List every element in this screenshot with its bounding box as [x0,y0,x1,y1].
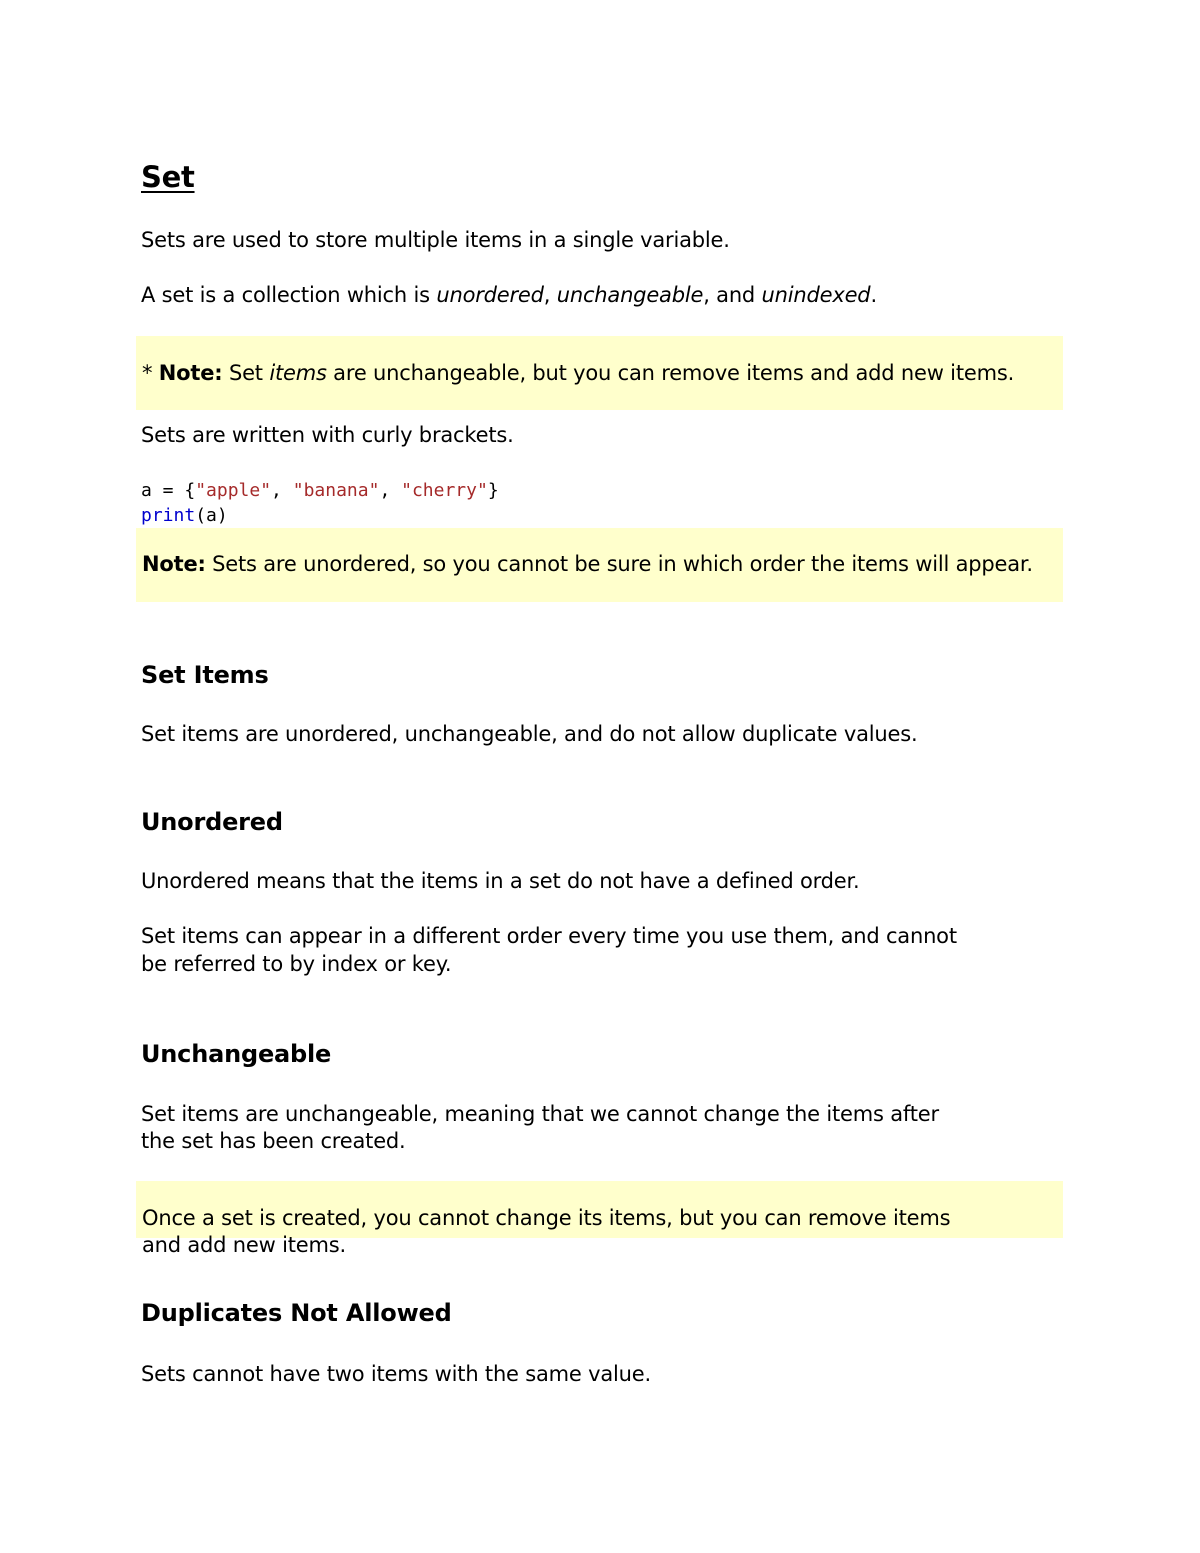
unordered-paragraph-2-line-1: Set items can appear in a different order every time you use them, and cannot [141,924,957,948]
curly-brackets-paragraph: Sets are written with curly brackets. [141,423,514,447]
note-star: * [142,361,159,385]
page-title: Set [141,160,195,194]
note-text-a: Set [222,361,270,385]
heading-unchangeable: Unchangeable [141,1040,332,1068]
note-label: Note: [158,361,223,385]
note-box-unchangeable [136,1181,1063,1257]
code-comma: , [379,480,402,501]
note-box-items [136,336,1063,410]
unchangeable-paragraph-line-2: the set has been created. [141,1129,406,1153]
heading-unordered: Unordered [141,808,283,836]
code-string-banana: "banana" [292,480,380,501]
code-keyword-print: print [141,505,196,526]
code-close: } [487,480,499,501]
intro-paragraph-2 [141,281,877,309]
intro-paragraph-1: Sets are used to store multiple items in a single variable. [141,228,730,252]
code-var: a = { [141,480,196,501]
unchangeable-paragraph-line-1: Set items are unchangeable, meaning that we cannot change the items after [141,1102,939,1126]
intro-em-unchangeable: unchangeable [556,283,704,307]
code-comma: , [271,480,293,501]
note-text-body: Sets are unordered, so you cannot be sure in which order the items will appear. [205,552,1033,576]
note-em-items: items [269,361,327,385]
note-label: Note: [142,552,206,576]
set-items-paragraph: Set items are unordered, unchangeable, and do not allow duplicate values. [141,722,918,746]
code-string-apple: "apple" [195,480,272,501]
note-line-1: Once a set is created, you cannot change its items, but you can remove items [142,1206,951,1230]
note-text [142,550,1052,578]
code-string-cherry: "cherry" [401,480,488,501]
code-line-1 [141,478,499,503]
note-text-b: are unchangeable, but you can remove items and add new items. [326,361,1015,385]
intro-end: . [870,283,877,307]
code-line-2 [141,503,499,528]
intro-sep: , [543,283,557,307]
code-block [141,478,499,528]
intro-sep: , and [703,283,762,307]
heading-duplicates-not-allowed: Duplicates Not Allowed [141,1299,452,1327]
note-box-unordered [136,528,1063,602]
note-line-2: and add new items. [142,1233,346,1257]
unordered-paragraph-2-line-2: be referred to by index or key. [141,952,452,976]
code-args: (a) [195,505,228,526]
unordered-paragraph-1: Unordered means that the items in a set do not have a defined order. [141,869,860,893]
intro-em-unindexed: unindexed [761,283,871,307]
heading-set-items: Set Items [141,661,269,689]
intro-text: A set is a collection which is [141,283,437,307]
intro-em-unordered: unordered [436,283,544,307]
note-text [142,359,1052,387]
duplicates-paragraph: Sets cannot have two items with the same value. [141,1362,651,1386]
